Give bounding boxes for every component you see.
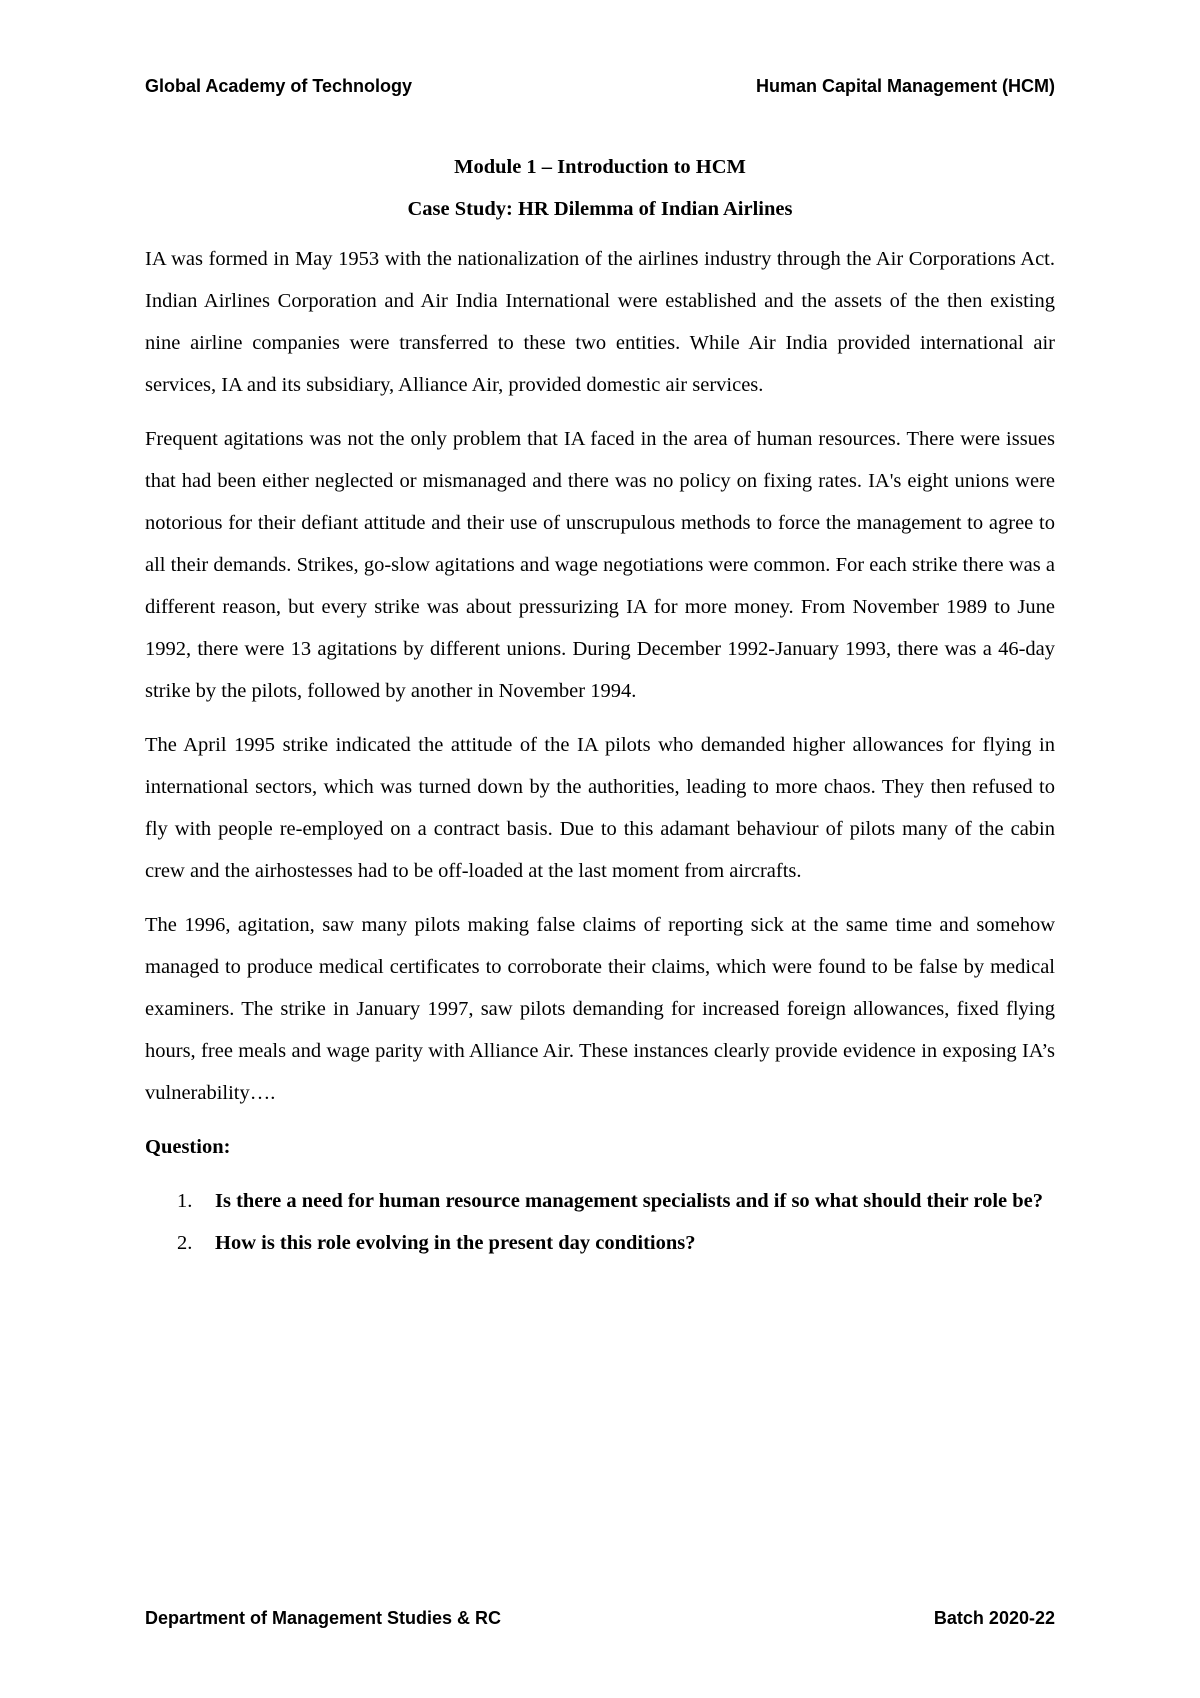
footer-batch: Batch 2020-22 [933,1608,1055,1628]
question-item [145,1180,1055,1222]
case-study-title: Case Study: HR Dilemma of Indian Airlines [407,198,793,220]
question-number: 1. [177,1190,193,1212]
question-number: 2. [177,1232,193,1254]
question-heading: Question: [145,1136,231,1158]
footer-department: Department of Management Studies & RC [145,1608,502,1628]
question-list [145,1180,1055,1264]
header-institution: Global Academy of Technology [145,76,413,96]
paragraph: Frequent agitations was not the only problem that IA faced in the area of human resources. There were issues that had been either neglected or mismanaged and there was no policy on fixing rates. IA's eight unions were notorious for their defiant attitude and their use of unscrupulous methods to force the management to agree to all their demands. Strikes, go-slow agitations and wage negotiations were common. For each strike there was a different reason, but every strike was about pressurizing IA for more money. From November 1989 to June 1992, there were 13 agitations by different unions. During December 1992-January 1993, there was a 46-day strike by the pilots, followed by another in November 1994. [145,428,1055,702]
question-text: Is there a need for human resource management specialists and if so what should their role be? [215,1190,1043,1212]
question-item [145,1222,1055,1264]
page-header [145,76,1055,97]
document-body [145,146,1055,1264]
page-footer [145,1608,1055,1629]
question-text: How is this role evolving in the present day conditions? [215,1232,696,1254]
module-title: Module 1 – Introduction to HCM [454,156,746,178]
paragraph: The April 1995 strike indicated the attitude of the IA pilots who demanded higher allowances for flying in international sectors, which was turned down by the authorities, leading to more chaos. They then refused to fly with people re-employed on a contract basis. Due to this adamant behaviour of pilots many of the cabin crew and the airhostesses had to be off-loaded at the last moment from aircrafts. [145,734,1055,882]
header-course: Human Capital Management (HCM) [755,76,1055,96]
paragraph: IA was formed in May 1953 with the nationalization of the airlines industry through the Air Corporations Act. Indian Airlines Corporation and Air India International were established and the assets of the then existing nine airline companies were transferred to these two entities. While Air India provided international air services, IA and its subsidiary, Alliance Air, provided domestic air services. [145,248,1055,396]
paragraph: The 1996, agitation, saw many pilots making false claims of reporting sick at the same time and somehow managed to produce medical certificates to corroborate their claims, which were found to be false by medical examiners. The strike in January 1997, saw pilots demanding for increased foreign allowances, fixed flying hours, free meals and wage parity with Alliance Air. These instances clearly provide evidence in exposing IA’s vulnerability…. [145,914,1055,1104]
